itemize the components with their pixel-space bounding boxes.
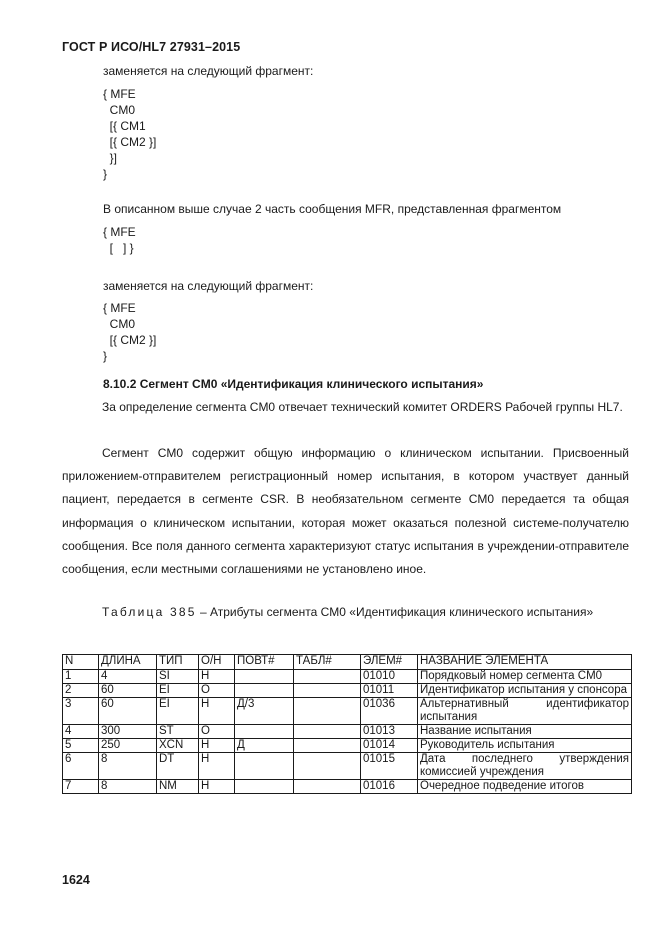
code-line: }]: [103, 151, 118, 165]
table-cell: 60: [99, 684, 157, 698]
column-header: ДЛИНА: [99, 655, 157, 670]
table-cell: 7: [63, 780, 99, 794]
document-header: ГОСТ Р ИСО/HL7 27931–2015: [62, 40, 241, 54]
column-header: О/Н: [199, 655, 235, 670]
table-cell: [235, 753, 294, 780]
table-cell: 3: [63, 698, 99, 725]
column-header: ТИП: [157, 655, 199, 670]
paragraph-1-text: За определение сегмента CM0 отвечает технический комитет ORDERS Рабочей группы HL7.: [102, 400, 623, 414]
table-caption-text: – Атрибуты сегмента CM0 «Идентификация клинического испытания»: [196, 605, 594, 619]
table-row: [63, 670, 632, 684]
code-line: { MFE: [103, 225, 136, 239]
table-cell: Альтернативный идентификатор испытания: [418, 698, 632, 725]
table-cell: 01016: [361, 780, 418, 794]
table-cell: Н: [199, 670, 235, 684]
table-row: [63, 780, 632, 794]
table-cell: Руководитель испытания: [418, 739, 632, 753]
table-cell: 01013: [361, 725, 418, 739]
table-cell: О: [199, 684, 235, 698]
column-header: ПОВТ#: [235, 655, 294, 670]
table-cell: Н: [199, 780, 235, 794]
table-cell: [235, 684, 294, 698]
column-header: ЭЛЕМ#: [361, 655, 418, 670]
paragraph-2: [62, 442, 629, 581]
table-cell: 5: [63, 739, 99, 753]
table-caption: [62, 598, 629, 626]
table-cell: 01014: [361, 739, 418, 753]
table-cell: Очередное подведение итогов: [418, 780, 632, 794]
section-heading: 8.10.2 Сегмент CM0 «Идентификация клинического испытания»: [103, 377, 484, 391]
table-cell: Название испытания: [418, 725, 632, 739]
paragraph-1: [62, 396, 629, 419]
table-cell: 4: [99, 670, 157, 684]
table-cell: 300: [99, 725, 157, 739]
paragraph-2-text: Сегмент CM0 содержит общую информацию о клиническом испытании. Присвоенный приложением-отправителем регистрационный номер испытания, в котором участвует данный пациент, передается в сегменте CSR. В необязательном сегменте CM0 передается та общая информация о клиническом испытании, которая может оказаться полезной системе-получателю сообщения. Все поля данного сегмента характеризуют статус испытания в учреждении-отправителе сообщения, если местными соглашениями не установлено иное.: [62, 446, 629, 577]
code-line: }: [103, 167, 108, 181]
table-cell: О: [199, 725, 235, 739]
code-block-1: [103, 86, 156, 182]
table-cell: SI: [157, 670, 199, 684]
code-line: { MFE: [103, 87, 136, 101]
table-cell: DT: [157, 753, 199, 780]
replace-text-1: заменяется на следующий фрагмент:: [103, 64, 314, 78]
table-cell: [294, 725, 361, 739]
table-cell: Н: [199, 753, 235, 780]
table-body: [63, 670, 632, 794]
table-cell: [235, 670, 294, 684]
table-cell: EI: [157, 684, 199, 698]
table-cell: 1: [63, 670, 99, 684]
table-row: [63, 739, 632, 753]
table-cell: 4: [63, 725, 99, 739]
table-cell: [294, 739, 361, 753]
table-header-row: [63, 655, 632, 670]
table-caption-label: Таблица 385: [102, 605, 197, 619]
column-header: ТАБЛ#: [294, 655, 361, 670]
attributes-table: [62, 654, 632, 794]
replace-text-2: заменяется на следующий фрагмент:: [103, 279, 314, 293]
column-header: N: [63, 655, 99, 670]
code-line: { MFE: [103, 301, 136, 315]
table-cell: Н: [199, 739, 235, 753]
table-cell: [235, 725, 294, 739]
table-cell: 60: [99, 698, 157, 725]
table-cell: [294, 684, 361, 698]
table-cell: 8: [99, 753, 157, 780]
table-cell: 8: [99, 780, 157, 794]
code-line: [{ CM2 }]: [103, 135, 157, 149]
table-cell: Порядковый номер сегмента CM0: [418, 670, 632, 684]
table-row: [63, 725, 632, 739]
table-cell: 01015: [361, 753, 418, 780]
table-cell: [294, 698, 361, 725]
table-cell: 01036: [361, 698, 418, 725]
table-cell: 6: [63, 753, 99, 780]
table-cell: Дата последнего утверждения комиссией учреждения: [418, 753, 632, 780]
table-row: [63, 753, 632, 780]
column-header: НАЗВАНИЕ ЭЛЕМЕНТА: [418, 655, 632, 670]
table-cell: [235, 780, 294, 794]
table-cell: [294, 780, 361, 794]
table-cell: Идентификатор испытания у спонсора: [418, 684, 632, 698]
table-row: [63, 684, 632, 698]
code-block-2: [103, 224, 136, 256]
table-cell: EI: [157, 698, 199, 725]
table-cell: 250: [99, 739, 157, 753]
table-row: [63, 698, 632, 725]
table-cell: 2: [63, 684, 99, 698]
table-cell: [294, 670, 361, 684]
table-cell: XCN: [157, 739, 199, 753]
code-line: [{ CM2 }]: [103, 333, 157, 347]
code-line: CM0: [103, 317, 136, 331]
page-number: 1624: [62, 873, 90, 887]
table-cell: Д: [235, 739, 294, 753]
description-text: В описанном выше случае 2 часть сообщения MFR, представленная фрагментом: [103, 202, 562, 216]
table-cell: Н: [199, 698, 235, 725]
code-line: [{ CM1: [103, 119, 146, 133]
code-line: }: [103, 349, 108, 363]
table-cell: 01011: [361, 684, 418, 698]
table-cell: [294, 753, 361, 780]
code-line: [ ] }: [103, 241, 134, 255]
table-cell: NM: [157, 780, 199, 794]
table-cell: ST: [157, 725, 199, 739]
code-block-3: [103, 300, 156, 364]
table-cell: Д/3: [235, 698, 294, 725]
table-cell: 01010: [361, 670, 418, 684]
code-line: CM0: [103, 103, 136, 117]
